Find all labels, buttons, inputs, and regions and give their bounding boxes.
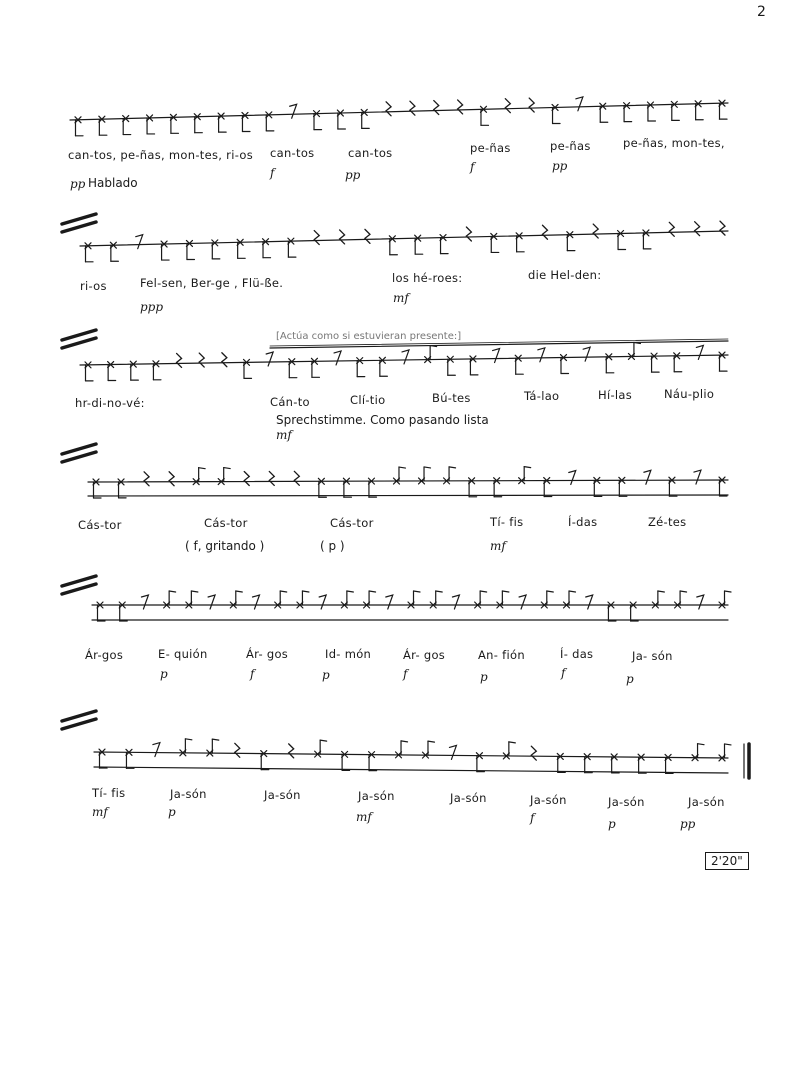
lyric: Náu-plio [664, 387, 715, 401]
note-flag [199, 468, 206, 469]
note-flag [169, 591, 176, 592]
quarter-rest [531, 746, 536, 760]
quarter-rest [144, 472, 149, 486]
eighth-rest [519, 595, 526, 609]
eighth-rest [253, 595, 260, 609]
note-flag [725, 591, 732, 592]
quarter-rest [458, 100, 463, 114]
dynamic: f [470, 160, 475, 174]
quarter-rest [199, 353, 204, 367]
lyric: Zé-tes [648, 515, 687, 529]
dynamic: f [561, 666, 566, 680]
eighth-rest [694, 470, 701, 484]
duration-box: 2'20" [705, 852, 749, 870]
dynamic: pp [552, 159, 568, 173]
dynamic: mf [393, 291, 409, 305]
eighth-rest [569, 470, 576, 484]
note-flag [347, 591, 354, 592]
lyric: pe-ñas [550, 139, 591, 153]
lyric: pe-ñas, mon-tes, [623, 136, 725, 150]
lyric: can-tos [270, 146, 315, 160]
quarter-rest [542, 225, 547, 239]
dynamic: mf [490, 539, 506, 553]
note-flag [185, 739, 192, 740]
staff-line [88, 495, 728, 496]
quarter-rest [244, 472, 249, 486]
eighth-rest [452, 595, 459, 609]
eighth-rest [644, 470, 651, 484]
lyric: Tá-lao [524, 389, 560, 403]
note-flag [280, 591, 287, 592]
quarter-rest [235, 743, 240, 757]
quarter-rest [695, 222, 700, 236]
note-flag [224, 468, 231, 469]
dynamic: f [270, 166, 275, 180]
eighth-rest [493, 349, 500, 363]
quarter-rest [410, 101, 415, 115]
staff-line [80, 231, 728, 246]
eighth-rest [141, 595, 148, 609]
note-flag [428, 741, 435, 742]
note-flag [191, 591, 198, 592]
eighth-rest [208, 595, 215, 609]
quarter-rest [466, 227, 471, 241]
lyric: Ja-són [170, 787, 207, 801]
dynamic: p [480, 670, 488, 684]
note-flag [698, 744, 705, 745]
eighth-rest [576, 97, 583, 111]
lyric: Ja-són [688, 795, 725, 809]
eighth-rest [153, 743, 160, 757]
lyric: Ja-són [608, 795, 645, 809]
lyric: los hé-roes: [392, 271, 463, 285]
note-flag [502, 591, 509, 592]
lyric: can-tos [348, 146, 393, 160]
dynamic: p [322, 668, 330, 682]
lyric: Ja-són [358, 789, 395, 803]
dynamic: p [160, 667, 168, 681]
dynamic: ppp [140, 300, 164, 314]
note-flag [302, 591, 309, 592]
dynamic: f [250, 667, 255, 681]
note-flag [658, 591, 665, 592]
note-flag [569, 591, 576, 592]
lyric: Ja- són [632, 649, 673, 663]
eighth-rest [136, 235, 143, 249]
dynamic: f [530, 811, 535, 825]
lyric: can-tos, pe-ñas, mon-tes, ri-os [68, 148, 253, 162]
quarter-rest [169, 472, 174, 486]
note-flag [236, 591, 243, 592]
eighth-rest [290, 104, 297, 118]
lyric: Ja-són [264, 788, 301, 802]
dynamic: mf [92, 805, 108, 819]
note-flag [424, 467, 431, 468]
note-flag [449, 467, 456, 468]
lyric: pe-ñas [470, 141, 511, 155]
lyric: hr-di-no-vé: [75, 396, 145, 410]
lyric: Tí- fis [92, 786, 126, 800]
dynamic: f [403, 667, 408, 681]
lyric: Tí- fis [490, 515, 524, 529]
performance-note: Sprechstimme. Como pasando lista [276, 413, 489, 427]
staff-line [88, 480, 728, 482]
quarter-rest [340, 230, 345, 244]
eighth-rest [538, 348, 545, 362]
eighth-rest [334, 351, 341, 365]
quarter-rest [434, 101, 439, 115]
quarter-rest [386, 102, 391, 116]
lyric: Fel-sen, Ber-ge , Flü-ße. [140, 276, 284, 290]
page-number: 2 [757, 4, 766, 20]
note-flag [401, 741, 408, 742]
dynamic: p [168, 805, 176, 819]
note-flag [547, 591, 554, 592]
quarter-rest [720, 221, 725, 235]
lyric: Ár- gos [246, 647, 289, 661]
quarter-rest [365, 229, 370, 243]
lyric: ri-os [80, 279, 107, 293]
lyric: E- quión [158, 647, 208, 661]
lyric: Clí-tio [350, 393, 386, 407]
lyric: Ár- gos [403, 648, 446, 662]
lyric: Ja-són [450, 791, 487, 805]
quarter-rest [294, 471, 299, 485]
note-flag [369, 591, 376, 592]
lyric: Bú-tes [432, 391, 471, 405]
staff-line [94, 752, 728, 758]
note-flag [399, 467, 406, 468]
eighth-rest [586, 595, 593, 609]
eighth-rest [386, 595, 393, 609]
staff-line [270, 341, 728, 348]
lyric: Cán-to [270, 395, 310, 409]
dynamic: p [626, 672, 634, 686]
dynamic: mf [276, 428, 292, 442]
dynamic: pp [70, 177, 86, 191]
quarter-rest [669, 222, 674, 236]
lyric: Hí-las [598, 388, 633, 402]
lyric: Id- món [325, 647, 372, 661]
eighth-rest [319, 595, 326, 609]
note-flag [680, 591, 687, 592]
stage-direction: [Actúa como si estuvieran presente:] [276, 331, 462, 342]
eighth-rest [266, 352, 273, 366]
lyric: Í- das [560, 647, 594, 661]
eighth-rest [583, 347, 590, 361]
dynamic: pp [345, 168, 361, 182]
quarter-rest [505, 99, 510, 113]
quarter-rest [222, 353, 227, 367]
quarter-rest [314, 231, 319, 245]
quarter-rest [177, 353, 182, 367]
lyric: Cás-tor [330, 516, 374, 530]
performance-note: Hablado [88, 176, 138, 190]
note-flag [725, 744, 732, 745]
dynamic: ( f, gritando ) [185, 539, 265, 553]
note-flag [480, 591, 487, 592]
eighth-rest [696, 345, 703, 359]
lyric: Ja-són [530, 793, 567, 807]
eighth-rest [449, 745, 456, 759]
lyric: Cás-tor [204, 516, 248, 530]
lyric: Cás-tor [78, 518, 122, 532]
quarter-rest [289, 744, 294, 758]
quarter-rest [593, 224, 598, 238]
lyric: Ár-gos [85, 648, 124, 662]
note-flag [436, 591, 443, 592]
dynamic: p [608, 817, 616, 831]
quarter-rest [269, 471, 274, 485]
dynamic: ( p ) [320, 539, 345, 553]
note-flag [524, 467, 531, 468]
lyric: die Hel-den: [528, 268, 602, 282]
staff-line [94, 767, 728, 773]
note-flag [212, 739, 219, 740]
lyric: An- fión [478, 648, 525, 662]
eighth-rest [697, 595, 704, 609]
note-flag [320, 740, 327, 741]
lyric: Í-das [568, 515, 598, 529]
eighth-rest [402, 350, 409, 364]
note-flag [509, 742, 516, 743]
note-flag [414, 591, 421, 592]
staff-line [70, 103, 728, 120]
dynamic: pp [680, 817, 696, 831]
dynamic: mf [356, 810, 372, 824]
quarter-rest [529, 98, 534, 112]
